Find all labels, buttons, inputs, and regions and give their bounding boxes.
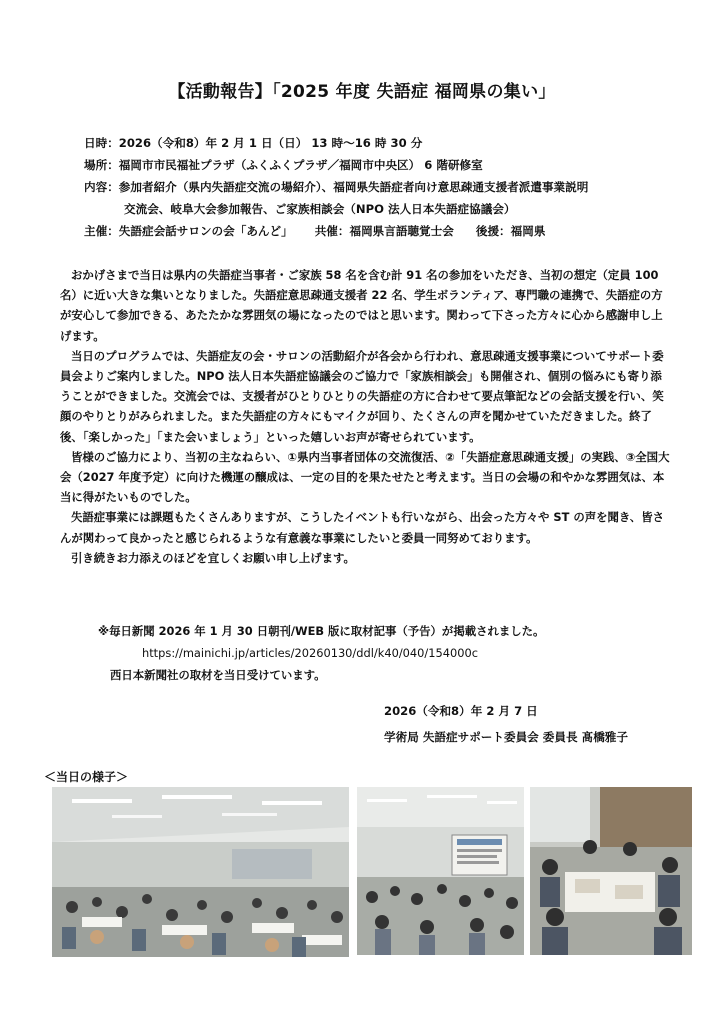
report-body	[60, 265, 672, 568]
paragraph: おかげさまで当日は県内の失語症当事者・ご家族 58 名を含む計 91 名の参加をいただき、当初の想定（定員 100 名）に近い大きな集いとなりました。失語症意思疎通支援者 22 名、学生ボランティア、専門職の連携で、失語症の方が安心して参加できる、あたたかな雰囲気の場になったのではと思います。関わって下さった方々に心から感謝申し上げます。	[60, 268, 663, 343]
event-content-cont: 交流会、岐阜大会参加報告、ご家族相談会（NPO 法人日本失語症協議会）	[124, 202, 516, 216]
venue-wide-photo	[52, 787, 349, 957]
event-date: 日時：2026（令和8）年 2 月 1 日（日） 13 時～16 時 30 分	[84, 136, 423, 150]
presentation-photo	[357, 787, 524, 955]
paragraph: 引き続きお力添えのほどを宜しくお願い申し上げます。	[71, 550, 355, 565]
event-place: 場所：福岡市市民福祉プラザ（ふくふくプラザ／福岡市中央区） 6 階研修室	[84, 158, 483, 172]
event-content: 内容：参加者紹介（県内失語症交流の場紹介）、福岡県失語症者向け意思疎通支援者派遣事業説明	[84, 180, 589, 194]
cosponsor: 共催：福岡県言語聴覚士会	[314, 224, 454, 238]
sign-date: 2026（令和8）年 2 月 7 日	[384, 704, 538, 718]
sign-author: 学術局 失語症サポート委員会 委員長 髙橋雅子	[384, 730, 628, 744]
table-discussion-photo	[530, 787, 692, 955]
organizer: 主催：失語症会話サロンの会「あんど」	[84, 224, 293, 238]
nishinippon-note: 西日本新聞社の取材を当日受けています。	[110, 668, 326, 682]
article-link[interactable]: https://mainichi.jp/articles/20260130/ddl/k40/040/154000c	[142, 646, 478, 660]
support: 後援：福岡県	[475, 224, 546, 238]
page-title: 【活動報告】「2025 年度 失語症 福岡県の集い」	[168, 82, 556, 102]
signature-block	[384, 698, 628, 750]
photos-heading: ＜当日の様子＞	[44, 770, 129, 784]
paragraph: 失語症事業には課題もたくさんありますが、こうしたイベントも行いながら、出会った方々や ST の声を聞き、皆さんが関わって良かったと感じられるような有意義な事業にしたいと委員一同努めております。	[60, 510, 664, 545]
paragraph: 皆様のご協力により、当初の主なねらい、①県内当事者団体の交流復活、②「失語症意思疎通支援」の実践、③全国大会（2027 年度予定）に向けた機運の醸成は、一定の目的を果たせたと考えます。当日の会場の和やかな雰囲気は、本当に得がたいものでした。	[60, 449, 670, 505]
event-info	[84, 132, 588, 242]
media-note	[98, 620, 544, 686]
event-sponsors	[84, 220, 588, 242]
paragraph: 当日のプログラムでは、失語症友の会・サロンの活動紹介が各会から行われ、意思疎通支援事業についてサポート委員会よりご案内しました。NPO 法人日本失語症協議会のご協力で「家族相談会」も開催され、個別の悩みにも寄り添うことができました。交流会では、支援者がひとりひとりの失語症の方に合わせて要点筆記などの会話支援を行い、笑顔のやりとりがみられました。また失語症の方々にもマイクが回り、たくさんの声を聞かせていただきました。終了後、「楽しかった」「また会いましょう」といった嬉しいお声が寄せられています。	[60, 348, 664, 444]
newspaper-note: ※毎日新聞 2026 年 1 月 30 日朝刊/WEB 版に取材記事（予告）が掲載されました。	[98, 624, 545, 638]
